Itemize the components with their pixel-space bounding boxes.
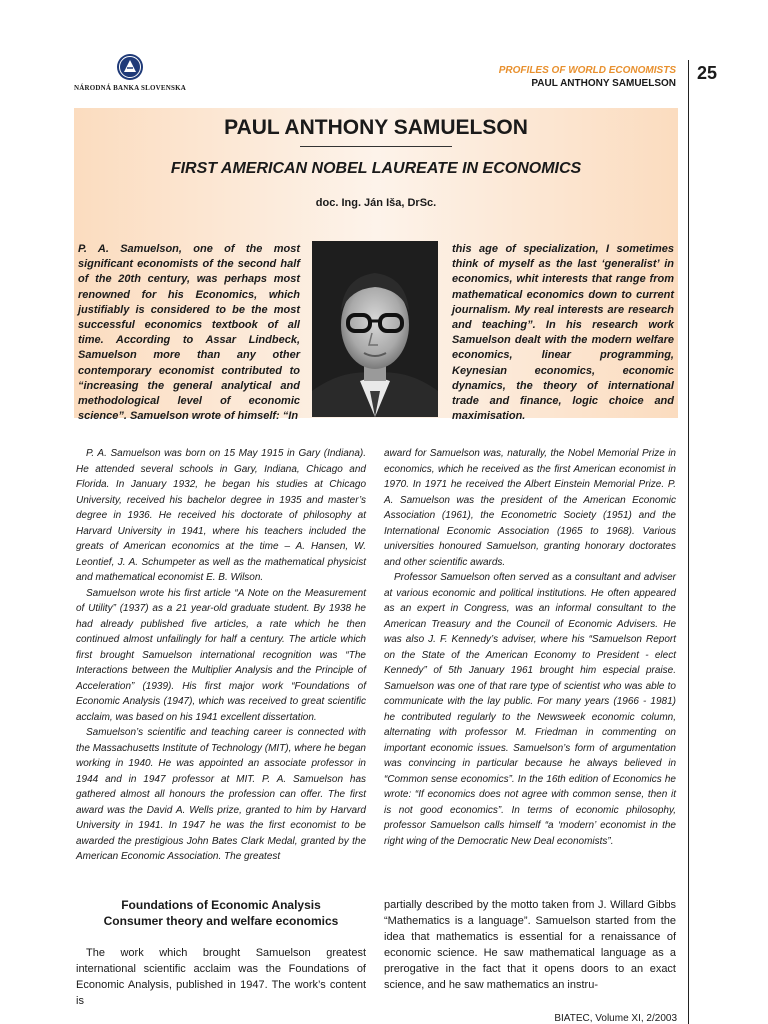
paragraph: P. A. Samuelson was born on 15 May 1915 in Gary (Indiana). He attended several schools in Gary, Indiana, Chicago and Florida. In January 1932, he began his studies at Chicago University, received his bachelor degree in 1935 and master’s degree in 1936. He received his doctorate of philosophy at Harvard University in 1941, where his teachers included the greats of American economics at the time – A. Hansen, W. Leontief, J. A. Schumpeter as well as the mathematical physicist and mathematical economist E. B. Wilson. (76, 448, 366, 583)
series-title: PROFILES OF WORLD ECONOMISTS (498, 65, 676, 76)
paragraph: The work which brought Samuelson greatest international scientific acclaim was the Foundations of Economic Analysis, published in 1947. The work’s content is (76, 947, 366, 1007)
section-body-right (384, 897, 676, 993)
bank-logo (74, 52, 186, 92)
bank-name: NÁRODNÁ BANKA SLOVENSKA (74, 84, 186, 92)
running-header (499, 64, 676, 90)
article-subtitle: FIRST AMERICAN NOBEL LAUREATE IN ECONOMICS (170, 160, 582, 177)
margin-rule (688, 60, 689, 1024)
section-heading-line1: Foundations of Economic Analysis (121, 898, 321, 912)
paragraph: partially described by the motto taken from J. Willard Gibbs “Mathematics is a language”. Samuelson started from the idea that mathematics is essential for a renaissance of economic science. He saw mathematical language as a prerogative in the fact that it opens doors to an exact science, and he saw mathematics an instru- (384, 899, 676, 991)
paragraph: Samuelson’s scientific and teaching career is connected with the Massachusetts Institute of Technology (MIT), where he began working in 1940. He was appointed an associate professor in 1944 and in 1947 professor at MIT. P. A. Samuelson has gathered almost all honours the profession can offer. The first award was the David A. Wells prize, granted to him by Harvard University in 1941. In 1947 he was the first economist to be awarded the prestigious John Bates Clark Medal, granted by the American Economic Association. The greatest (76, 727, 366, 862)
abstract-right: this age of specialization, I sometimes think of myself as the last ‘generalist’ in economics, whit interests that range from mathematical economics down to current journalism. My real interests are research and teaching”. In his research work Samuelson dealt with the modern welfare economics, linear programming, Keynesian economics, economic dynamics, the theory of international trade and finance, logic choice and maximisation. (452, 243, 674, 423)
journal-footer: BIATEC, Volume XI, 2/2003 (554, 1013, 677, 1024)
bank-emblem-icon (115, 52, 145, 82)
article-title: PAUL ANTHONY SAMUELSON (224, 116, 528, 139)
section-body-left (76, 945, 366, 1009)
portrait-photo (312, 241, 438, 417)
section-heading (76, 897, 366, 929)
body-column-right (384, 446, 676, 849)
paragraph: Samuelson wrote his first article “A Note on the Measurement of Utility” (1937) as a 21 year-old graduate student. By 1938 he had already published five articles, a rate which he then continued almost unfailingly for half a century. The article which first brought Samuelson international recognition was “The Interactions between the Multiplier Analysis and the Principle of Acceleration” (1939). His first major work “Foundations of Economic Analysis (1947), which was received to great scientific acclaim, was based on his 1941 excellent dissertation. (76, 587, 366, 723)
article-author: doc. Ing. Ján Iša, DrSc. (315, 197, 437, 209)
page-number: 25 (697, 63, 718, 83)
abstract-left: P. A. Samuelson, one of the most significant economists of the second half of the 20th century, was perhaps most renowned for his Economics, which justifiably is considered to be the most successful economics textbook of all time. According to Assar Lindbeck, Samuelson more than any other contemporary economist contributed to “increasing the general analytical and methodological level of economic science”. Samuelson wrote of himself: “In (78, 243, 300, 423)
section-heading-line2: Consumer theory and welfare economics (103, 914, 339, 928)
paragraph: Professor Samuelson often served as a consultant and adviser at various economic and political institutions. He often appeared as an expert in Congress, was an informal consultant to the American Treasury and the Council of Economic Advisers. He was also J. F. Kennedy’s adviser, where his “Samuelson Report on the State of the American Economy to President - elect Kennedy” of 5th January 1961 brought him especial praise. Samuelson was one of that rare type of scientist who was able to communicate with the lay public. For many years (1966 - 1981) he contributed regularly to the Newsweek economic column, alternating with professor M. Friedman in commenting on important economic issues. Samuelson’s form of argumentation was convincing in particular because he always believed in “Common sense economics”. In the 16th edition of Economics he wrote: “If economics does not agree with common sense, then it is not good economics”. In terms of economic philosophy, professor Samuelson calls himself “a ‘modern’ economist in the right wing of the Democratic New Deal economists”. (384, 572, 676, 847)
running-name: PAUL ANTHONY SAMUELSON (531, 78, 676, 89)
paragraph: award for Samuelson was, naturally, the Nobel Memorial Prize in economics, which he received as the first American economist in 1970. In 1971 he received the Albert Einstein Memorial Prize. P. A. Samuelson was the president of the American Economic Association (1961), the Econometric Society (1951) and the International Economic Association (1965 to 1968). Various universities honoured Samuelson, granting honorary doctorates and other scientific awards. (384, 448, 676, 568)
title-underline (300, 146, 452, 147)
body-column-left (76, 446, 366, 865)
portrait-illustration (312, 241, 438, 417)
